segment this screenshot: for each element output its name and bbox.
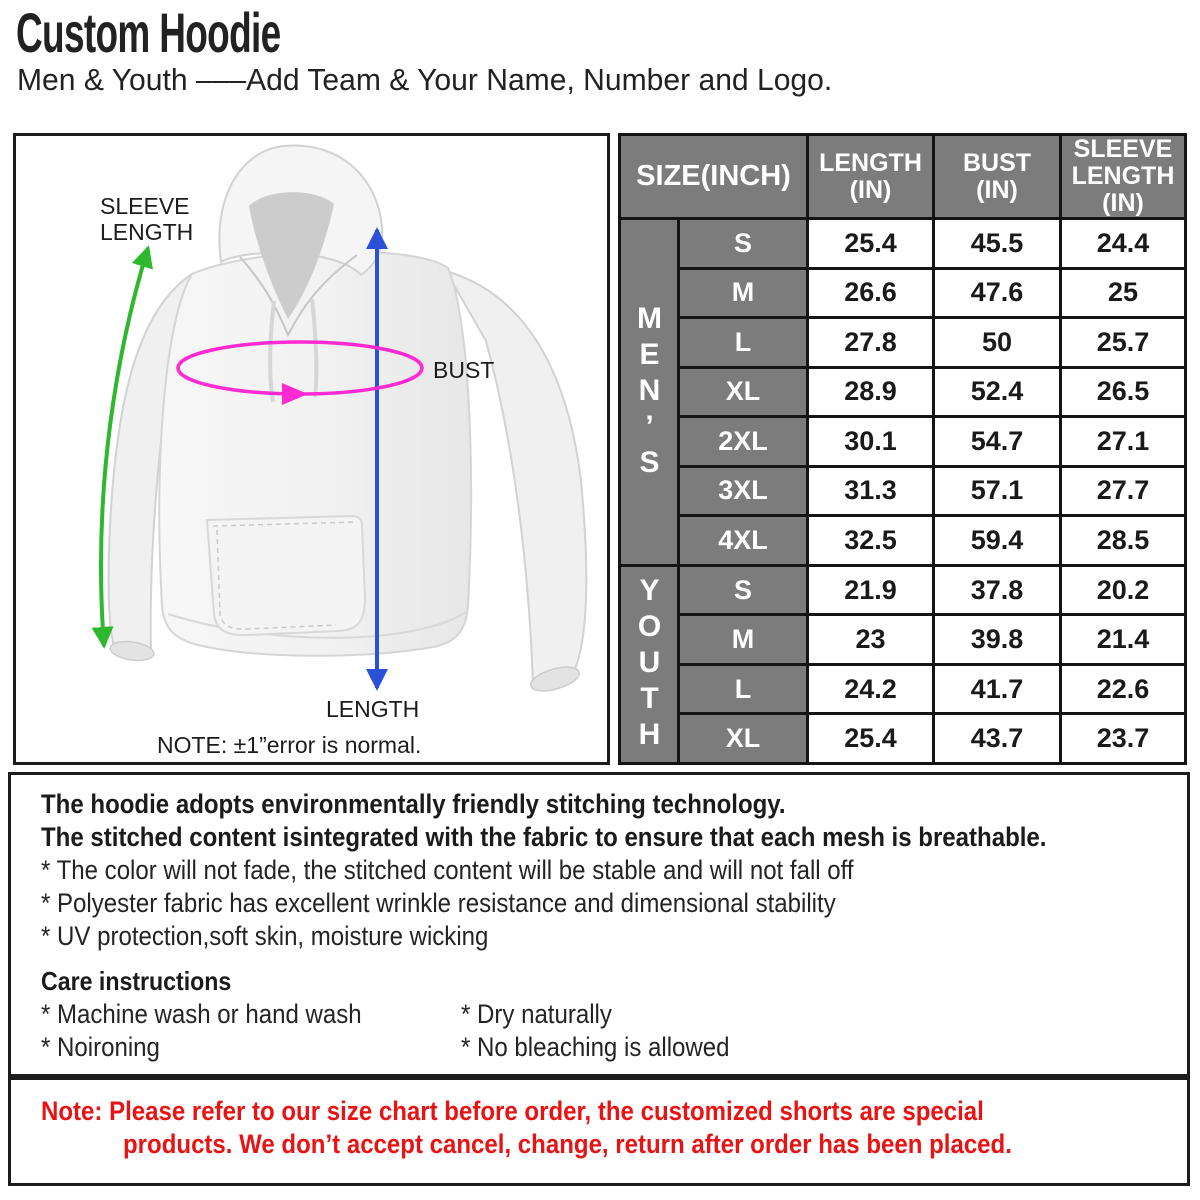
size-label-cell: M (680, 270, 806, 317)
size-label-cell: 4XL (680, 517, 806, 564)
sleeve-value-cell: 27.1 (1062, 418, 1184, 465)
group-youth (621, 567, 677, 762)
sleeve-label-line2: LENGTH (100, 219, 194, 245)
description-line (41, 920, 1187, 953)
bust-value-cell: 47.6 (935, 270, 1059, 317)
sleeve-value-cell: 22.6 (1062, 666, 1184, 713)
care-title-text: Care instructions (41, 966, 232, 996)
length-value-cell: 26.6 (809, 270, 932, 317)
length-value-cell: 28.9 (809, 369, 932, 416)
bust-value-cell: 39.8 (935, 616, 1059, 663)
care-item-text: * Dry naturally (461, 999, 612, 1029)
size-label-cell: L (680, 319, 806, 366)
header-size: SIZE(INCH) (621, 136, 806, 217)
description-line (41, 788, 1187, 821)
sleeve-value-cell: 26.5 (1062, 369, 1184, 416)
footer-note-line1 (11, 1095, 1187, 1128)
length-value-cell: 21.9 (809, 567, 932, 614)
care-item (461, 1031, 1187, 1064)
size-label-cell: L (680, 666, 806, 713)
size-chart-table (618, 133, 1187, 765)
sleeve-value-cell: 27.7 (1062, 468, 1184, 515)
description-line (41, 887, 1187, 920)
length-value-cell: 25.4 (809, 220, 932, 267)
description-text: * The color will not fade, the stitched content will be stable and will not fall off (41, 855, 854, 885)
care-item-text: * Noironing (41, 1032, 160, 1062)
length-value-cell: 30.1 (809, 418, 932, 465)
care-item (41, 998, 461, 1031)
header-sleeve-line2: LENGTH (1071, 162, 1175, 190)
bust-value-cell: 54.7 (935, 418, 1059, 465)
bust-value-cell: 57.1 (935, 468, 1059, 515)
length-label: LENGTH (326, 696, 420, 722)
group-youth-label: YOUTH (633, 574, 666, 755)
hoodie-pocket (207, 516, 365, 635)
footer-note-text: Note: Please refer to our size chart before order, the customized shorts are special (41, 1096, 984, 1126)
care-item (41, 1031, 461, 1064)
sleeve-label-line1: SLEEVE (100, 193, 190, 219)
page-subtitle: Men & Youth –––Add Team & Your Name, Number and Logo. (17, 62, 833, 97)
description-text: The hoodie adopts environmentally friendly stitching technology. (41, 789, 786, 819)
footer-note-line2 (11, 1128, 1187, 1161)
description-text: * Polyester fabric has excellent wrinkle resistance and dimensional stability (41, 888, 836, 918)
size-label-cell: 3XL (680, 468, 806, 515)
description-line (41, 854, 1187, 887)
sleeve-length-label (100, 193, 193, 245)
length-value-cell: 25.4 (809, 715, 932, 762)
header-length-line1: LENGTH (819, 148, 922, 177)
group-mens (621, 220, 677, 564)
bust-value-cell: 37.8 (935, 567, 1059, 614)
sleeve-value-cell: 21.4 (1062, 616, 1184, 663)
header-sleeve-line1: SLEEVE (1073, 135, 1173, 163)
footer-note-text: products. We don’t accept cancel, change, return after order has been placed. (123, 1129, 1012, 1159)
diagram-note: NOTE: ±1”error is normal. (157, 732, 422, 758)
header-bust-line2: (IN) (976, 175, 1018, 204)
sleeve-value-cell: 25.7 (1062, 319, 1184, 366)
care-item (461, 998, 1187, 1031)
length-value-cell: 23 (809, 616, 932, 663)
bust-value-cell: 52.4 (935, 369, 1059, 416)
description-line (41, 821, 1187, 854)
care-instructions-list (41, 998, 1187, 1064)
header-bust-line1: BUST (962, 148, 1032, 177)
sleeve-value-cell: 24.4 (1062, 220, 1184, 267)
header-length-line2: (IN) (849, 175, 892, 204)
length-value-cell: 32.5 (809, 517, 932, 564)
size-label-cell: S (680, 567, 806, 614)
size-label-cell: 2XL (680, 418, 806, 465)
bust-value-cell: 41.7 (935, 666, 1059, 713)
size-label-cell: S (680, 220, 806, 267)
length-value-cell: 24.2 (809, 666, 932, 713)
description-text: * UV protection,soft skin, moisture wicking (41, 921, 489, 951)
header-sleeve-line3: (IN) (1102, 189, 1144, 217)
care-item-text: * No bleaching is allowed (461, 1032, 730, 1062)
sleeve-value-cell: 25 (1062, 270, 1184, 317)
page-title: Custom Hoodie (16, 1, 281, 64)
sleeve-value-cell: 28.5 (1062, 517, 1184, 564)
description-text: The stitched content isintegrated with the fabric to ensure that each mesh is breathable. (41, 822, 1047, 852)
size-label-cell: XL (680, 369, 806, 416)
bust-value-cell: 50 (935, 319, 1059, 366)
bust-value-cell: 43.7 (935, 715, 1059, 762)
measurement-diagram-panel (13, 133, 610, 765)
sleeve-value-cell: 23.7 (1062, 715, 1184, 762)
sleeve-value-cell: 20.2 (1062, 567, 1184, 614)
care-instructions-title (41, 965, 1187, 998)
group-mens-label: MEN’S (633, 301, 666, 482)
footer-note-panel (8, 1077, 1190, 1186)
header-length (809, 136, 932, 217)
size-label-cell: XL (680, 715, 806, 762)
bust-label: BUST (433, 357, 495, 383)
length-value-cell: 31.3 (809, 468, 932, 515)
length-value-cell: 27.8 (809, 319, 932, 366)
care-item-text: * Machine wash or hand wash (41, 999, 362, 1029)
header-sleeve (1062, 136, 1184, 217)
bust-value-cell: 45.5 (935, 220, 1059, 267)
description-panel (8, 772, 1190, 1077)
bust-value-cell: 59.4 (935, 517, 1059, 564)
size-label-cell: M (680, 616, 806, 663)
header-bust (935, 136, 1059, 217)
